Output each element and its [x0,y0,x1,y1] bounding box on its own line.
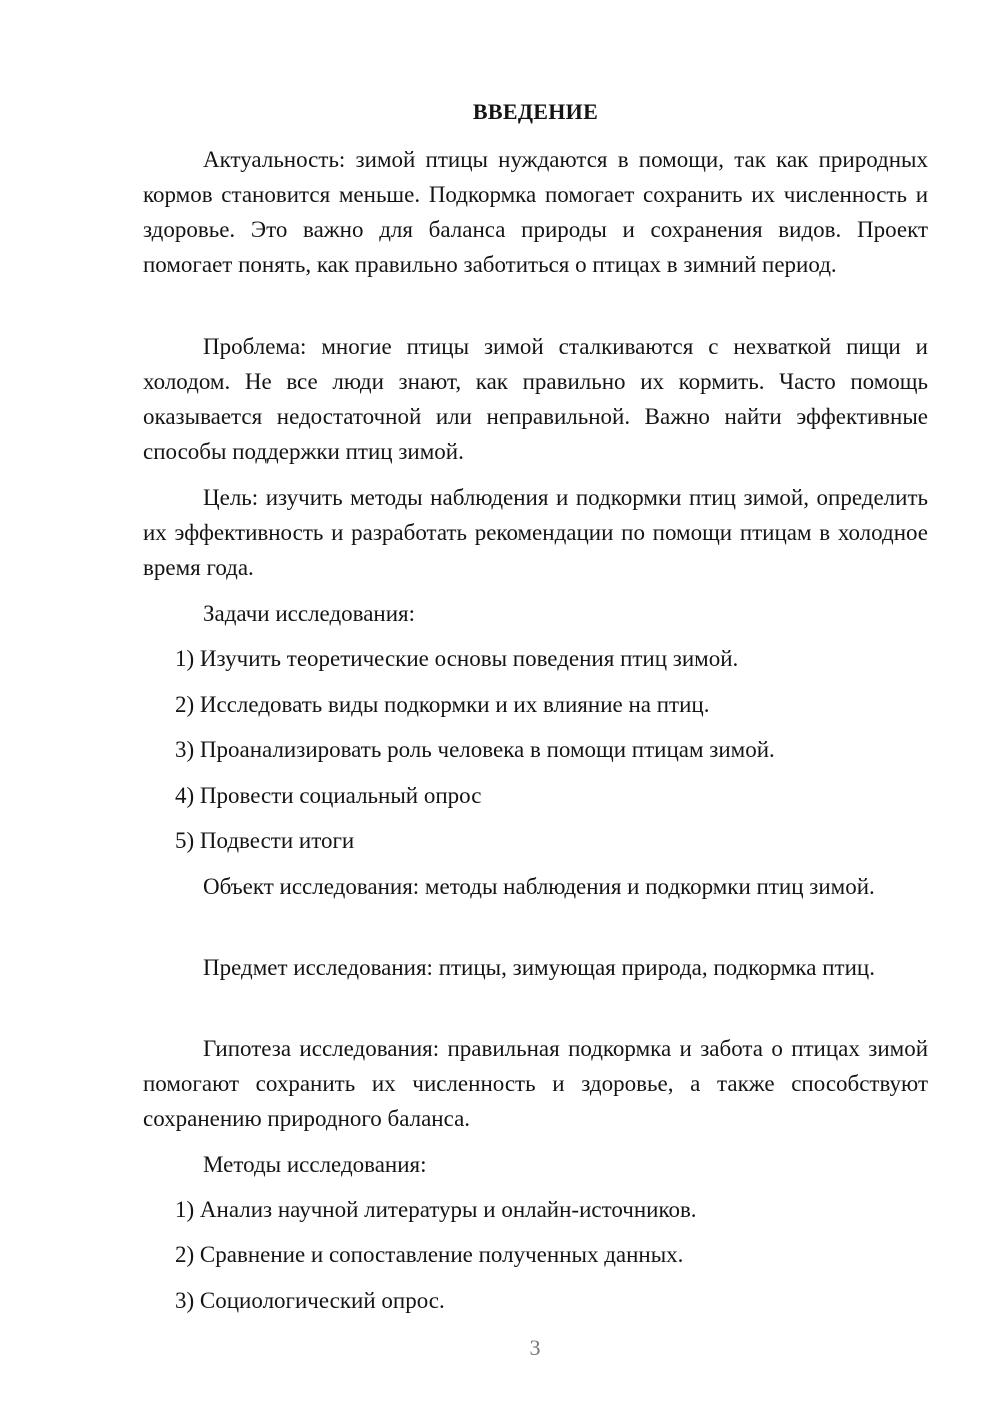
task-item: 3) Проанализировать роль человека в помощи птицам зимой. [175,737,775,762]
goal-paragraph: Цель: изучить методы наблюдения и подкормки птиц зимой, определить их эффективность и разработать рекомендации по помощи птицам в холодное время года. [143,485,928,580]
method-item: 3) Социологический опрос. [175,1288,445,1313]
problem-paragraph: Проблема: многие птицы зимой сталкиваются с нехваткой пищи и холодом. Не все люди знают, как правильно их кормить. Часто помощь оказывается недостаточной или неправильной. Важно найти эффективные способы поддержки птиц зимой. [143,334,928,464]
hypothesis-paragraph: Гипотеза исследования: правильная подкормка и забота о птицах зимой помогают сохранить их численность и здоровье, а также способствуют сохранению природного баланса. [143,1036,928,1131]
task-item: 5) Подвести итоги [175,828,355,853]
subject-paragraph: Предмет исследования: птицы, зимующая природа, подкормка птиц. [203,955,875,980]
tasks-heading: Задачи исследования: [203,601,416,626]
task-item: 2) Исследовать виды подкормки и их влияние на птиц. [175,692,710,717]
method-item: 1) Анализ научной литературы и онлайн-источников. [175,1197,697,1222]
object-paragraph: Объект исследования: методы наблюдения и подкормки птиц зимой. [203,874,875,899]
task-item: 4) Провести социальный опрос [175,783,482,808]
page-number: 3 [529,1335,541,1360]
task-item: 1) Изучить теоретические основы поведения птиц зимой. [175,646,739,671]
method-item: 2) Сравнение и сопоставление полученных данных. [175,1242,684,1267]
relevance-paragraph: Актуальность: зимой птицы нуждаются в помощи, так как природных кормов становится меньше. Подкормка помогает сохранить их численность и здоровье. Это важно для баланса природы и сохранения видов. Проект помогает понять, как правильно заботиться о птицах в зимний период. [143,147,928,277]
page-title: ВВЕДЕНИЕ [472,99,599,124]
methods-heading: Методы исследования: [203,1152,427,1177]
